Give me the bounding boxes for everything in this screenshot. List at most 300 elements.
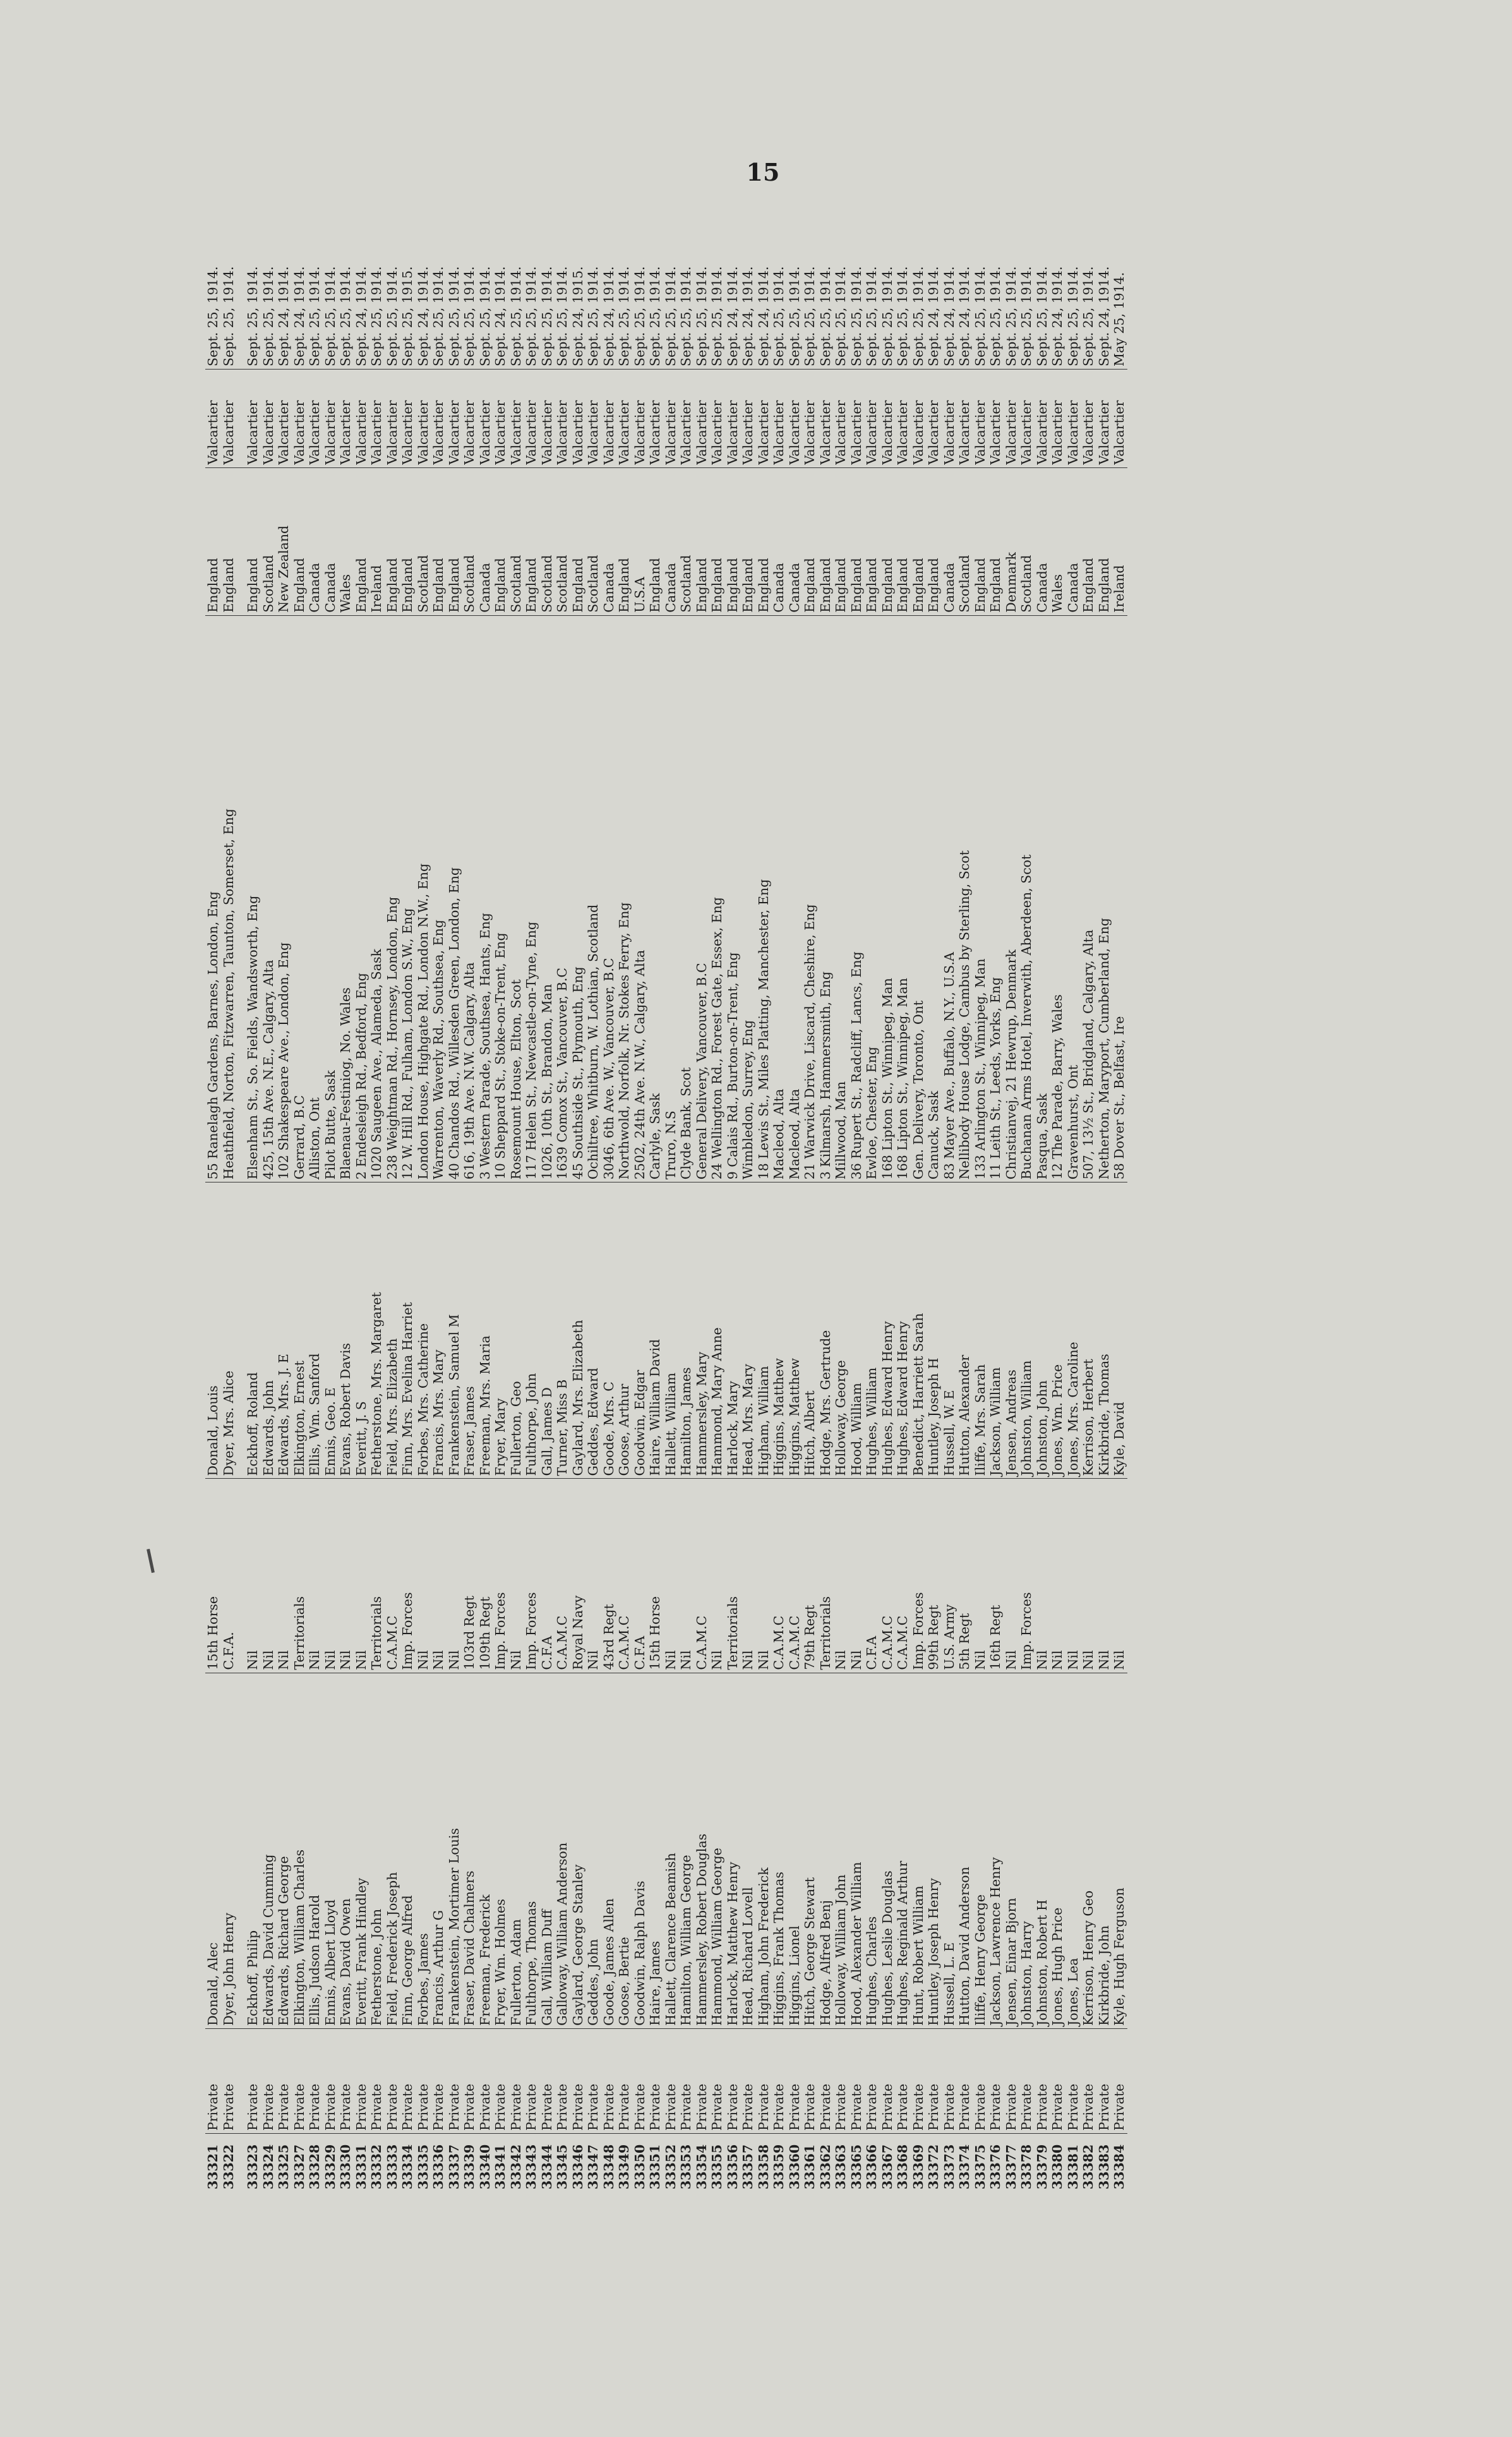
table-row xyxy=(323,259,339,2192)
rank-cell: Private xyxy=(957,2028,973,2133)
next-of-kin: Edwards, Mrs. J. E xyxy=(276,1182,292,1479)
soldier-name: Donald, Alec xyxy=(205,1673,221,2028)
regimental-number: 33365 xyxy=(849,2134,865,2192)
next-of-kin: Field, Mrs. Elizabeth xyxy=(385,1182,400,1479)
rank-cell: Private xyxy=(307,2028,323,2133)
place-of-enlistment: Valcartier xyxy=(647,369,663,467)
country-of-birth: England xyxy=(694,467,710,615)
next-of-kin: Jackson, William xyxy=(988,1182,1004,1479)
rank-cell: Private xyxy=(818,2028,834,2133)
table-row xyxy=(1019,259,1035,2192)
soldier-name: Goode, James Allen xyxy=(601,1673,617,2028)
soldier-name: Hunt, Robert William xyxy=(911,1673,927,2028)
former-unit: Nil xyxy=(354,1479,369,1673)
date-of-enlistment: Sept. 24, 1914. xyxy=(601,266,616,366)
place-of-enlistment: Valcartier xyxy=(508,369,524,467)
next-of-kin-address: 238 Weightman Rd., Hornsey, London, Eng xyxy=(385,615,400,1182)
table-row xyxy=(864,259,880,2192)
next-of-kin: Eckhoff, Roland xyxy=(245,1182,261,1479)
place-of-enlistment: Valcartier xyxy=(369,369,385,467)
country-of-birth: Scotland xyxy=(555,467,570,615)
date-of-enlistment: Sept. 24, 1914. xyxy=(291,266,307,366)
former-unit: Nil xyxy=(678,1479,694,1673)
place-of-enlistment: Valcartier xyxy=(462,369,477,467)
regimental-number: 33362 xyxy=(818,2134,834,2192)
next-of-kin: Turner, Miss B xyxy=(555,1182,570,1479)
next-of-kin-address: Wimbledon, Surrey, Eng xyxy=(740,615,756,1182)
regimental-number: 33321 xyxy=(205,2134,221,2192)
soldier-name: Hughes, Leslie Douglas xyxy=(880,1673,896,2028)
soldier-name: Jones, Hugh Price xyxy=(1050,1673,1065,2028)
date-of-enlistment: Sept. 24, 1914. xyxy=(1096,266,1112,366)
soldier-name: Jackson, Lawrence Henry xyxy=(988,1673,1004,2028)
next-of-kin-address: Christianvej, 21 Hewrup, Denmark xyxy=(1004,615,1019,1182)
regimental-number: 33328 xyxy=(307,2134,323,2192)
country-of-birth: Canada xyxy=(323,467,339,615)
rank-cell: Private xyxy=(276,2028,292,2133)
former-unit: 99th Regt xyxy=(926,1479,942,1673)
next-of-kin: Evans, Robert Davis xyxy=(338,1182,354,1479)
country-of-birth: Canada xyxy=(663,467,679,615)
next-of-kin-address: Gen. Delivery, Toronto, Ont xyxy=(911,615,927,1182)
regimental-number: 33347 xyxy=(585,2134,601,2192)
country-of-birth: England xyxy=(1096,467,1112,615)
country-of-birth: England xyxy=(988,467,1004,615)
rank-cell: Private xyxy=(261,2028,277,2133)
country-of-birth: England xyxy=(245,467,261,615)
former-unit: Nil xyxy=(245,1479,261,1673)
regimental-number: 33352 xyxy=(663,2134,679,2192)
place-of-enlistment: Valcartier xyxy=(864,369,880,467)
former-unit: Imp. Forces xyxy=(1019,1479,1035,1673)
regimental-number: 33340 xyxy=(477,2134,493,2192)
regimental-number: 33327 xyxy=(292,2134,308,2192)
rank-cell: Private xyxy=(369,2028,385,2133)
former-unit: Nil xyxy=(1081,1479,1096,1673)
country-of-birth: England xyxy=(292,467,308,615)
rank-cell: Private xyxy=(942,2028,957,2133)
date-of-enlistment: Sept. 25, 1914. xyxy=(338,266,353,366)
next-of-kin: Head, Mrs. Mary xyxy=(740,1182,756,1479)
soldier-name: Finn, George Alfred xyxy=(400,1673,416,2028)
soldier-name: Francis, Arthur G xyxy=(431,1673,447,2028)
country-of-birth: England xyxy=(709,467,725,615)
soldier-name: Hamilton, William George xyxy=(678,1673,694,2028)
rank-cell: Private xyxy=(895,2028,911,2133)
table-row xyxy=(1065,259,1081,2192)
next-of-kin-address: Gravenhurst, Ont xyxy=(1065,615,1081,1182)
place-of-enlistment: Valcartier xyxy=(725,369,741,467)
next-of-kin-address: 11 Leith St., Leeds, Yorks, Eng xyxy=(988,615,1004,1182)
place-of-enlistment: Valcartier xyxy=(926,369,942,467)
regimental-number: 33379 xyxy=(1035,2134,1050,2192)
former-unit: Nil xyxy=(261,1479,277,1673)
next-of-kin-address: 18 Lewis St., Miles Platting, Manchester, Eng xyxy=(756,615,772,1182)
next-of-kin: Francis, Mrs. Mary xyxy=(431,1182,447,1479)
date-of-enlistment: Sept. 25, 1914. xyxy=(988,266,1003,366)
date-of-enlistment: Sept. 25, 1914. xyxy=(322,266,338,366)
country-of-birth: England xyxy=(740,467,756,615)
country-of-birth: Scotland xyxy=(585,467,601,615)
table-row xyxy=(369,259,385,2192)
next-of-kin: Jensen, Andreas xyxy=(1004,1182,1019,1479)
former-unit: Nil xyxy=(1065,1479,1081,1673)
table-row xyxy=(926,259,942,2192)
former-unit: Nil xyxy=(447,1479,462,1673)
place-of-enlistment: Valcartier xyxy=(802,369,818,467)
regimental-number: 33329 xyxy=(323,2134,339,2192)
next-of-kin: Freeman, Mrs. Maria xyxy=(477,1182,493,1479)
soldier-name: Head, Richard Lovell xyxy=(740,1673,756,2028)
soldier-name: Holloway, William John xyxy=(833,1673,849,2028)
country-of-birth: Wales xyxy=(1050,467,1065,615)
regimental-number: 33331 xyxy=(354,2134,369,2192)
country-of-birth: Scotland xyxy=(678,467,694,615)
regimental-number: 33375 xyxy=(973,2134,988,2192)
table-row xyxy=(601,259,617,2192)
country-of-birth: England xyxy=(354,467,369,615)
next-of-kin: Ennis, Geo. E xyxy=(323,1182,339,1479)
place-of-enlistment: Valcartier xyxy=(205,369,221,467)
next-of-kin-address: Truro, N.S xyxy=(663,615,679,1182)
table-row xyxy=(663,259,679,2192)
next-of-kin-address: 168 Lipton St., Winnipeg, Man xyxy=(895,615,911,1182)
former-unit: Territorials xyxy=(292,1479,308,1673)
table-row xyxy=(205,259,221,2192)
table-row xyxy=(771,259,787,2192)
country-of-birth: Canada xyxy=(787,467,803,615)
soldier-name: Kirkbride, John xyxy=(1096,1673,1112,2028)
former-unit: Territorials xyxy=(725,1479,741,1673)
place-of-enlistment: Valcartier xyxy=(601,369,617,467)
rank-cell: Private xyxy=(555,2028,570,2133)
table-row xyxy=(354,259,369,2192)
table-row xyxy=(973,259,988,2192)
former-unit: Nil xyxy=(740,1479,756,1673)
next-of-kin: Fryer, Mary xyxy=(493,1182,508,1479)
soldier-name: Ellis, Judson Harold xyxy=(307,1673,323,2028)
soldier-name: Higgins, Frank Thomas xyxy=(771,1673,787,2028)
country-of-birth: England xyxy=(493,467,508,615)
rank-cell: Private xyxy=(725,2028,741,2133)
country-of-birth: England xyxy=(818,467,834,615)
former-unit: C.F.A xyxy=(632,1479,648,1673)
next-of-kin: Kyle, David xyxy=(1112,1182,1127,1479)
former-unit: C.F.A xyxy=(539,1479,555,1673)
table-row xyxy=(818,259,834,2192)
place-of-enlistment: Valcartier xyxy=(338,369,354,467)
rank-cell: Private xyxy=(663,2028,679,2133)
table-row xyxy=(431,259,447,2192)
date-of-enlistment: Sept. 25, 1914. xyxy=(585,266,601,366)
next-of-kin: Goodwin, Edgar xyxy=(632,1182,648,1479)
regimental-number: 33374 xyxy=(957,2134,973,2192)
country-of-birth: England xyxy=(447,467,462,615)
rank-cell: Private xyxy=(354,2028,369,2133)
table-row xyxy=(447,259,462,2192)
date-of-enlistment: Sept. 25, 1914. xyxy=(1065,266,1081,366)
regimental-number: 33367 xyxy=(880,2134,896,2192)
regimental-number: 33358 xyxy=(756,2134,772,2192)
place-of-enlistment: Valcartier xyxy=(818,369,834,467)
regimental-number: 33344 xyxy=(539,2134,555,2192)
date-of-enlistment: Sept. 25, 1914. xyxy=(477,266,493,366)
rank-cell: Private xyxy=(647,2028,663,2133)
regimental-number: 33341 xyxy=(493,2134,508,2192)
former-unit: C.A.M.C xyxy=(880,1479,896,1673)
next-of-kin-address: Netherton, Maryport, Cumberland, Eng xyxy=(1096,615,1112,1182)
next-of-kin: Jones, Wm. Price xyxy=(1050,1182,1065,1479)
date-of-enlistment: Sept. 25, 1914. xyxy=(663,266,678,366)
table-row xyxy=(1081,259,1096,2192)
place-of-enlistment: Valcartier xyxy=(570,369,586,467)
country-of-birth: England xyxy=(864,467,880,615)
next-of-kin-address: 58 Dover St., Belfast, Ire xyxy=(1112,615,1127,1182)
country-of-birth: Denmark xyxy=(1004,467,1019,615)
soldier-name: Goose, Bertie xyxy=(616,1673,632,2028)
table-row xyxy=(338,259,354,2192)
date-of-enlistment: Sept. 25, 1914. xyxy=(693,266,709,366)
date-of-enlistment: Sept. 25, 1914. xyxy=(307,266,322,366)
nominal-roll-table xyxy=(205,259,1127,2192)
soldier-name: Frankenstein, Mortimer Louis xyxy=(447,1673,462,2028)
table-row xyxy=(616,259,632,2192)
date-of-enlistment: Sept. 25, 1914. xyxy=(802,266,817,366)
table-row xyxy=(221,259,237,2192)
country-of-birth: England xyxy=(911,467,927,615)
soldier-name: Jones, Lea xyxy=(1065,1673,1081,2028)
former-unit: Nil xyxy=(1112,1479,1127,1673)
next-of-kin-address: 40 Chandos Rd., Willesden Green, London, Eng xyxy=(447,615,462,1182)
country-of-birth: Scotland xyxy=(416,467,431,615)
next-of-kin: Elkington, Ernest xyxy=(292,1182,308,1479)
former-unit: Nil xyxy=(276,1479,292,1673)
regimental-number: 33380 xyxy=(1050,2134,1065,2192)
former-unit: Nil xyxy=(307,1479,323,1673)
place-of-enlistment: Valcartier xyxy=(973,369,988,467)
next-of-kin-address: 3 Western Parade, Southsea, Hants, Eng xyxy=(477,615,493,1182)
soldier-name: Ennis, Albert Lloyd xyxy=(323,1673,339,2028)
rank-cell: Private xyxy=(740,2028,756,2133)
soldier-name: Hood, Alexander William xyxy=(849,1673,865,2028)
former-unit: Nil xyxy=(1050,1479,1065,1673)
next-of-kin: Hughes, Edward Henry xyxy=(880,1182,896,1479)
table-row xyxy=(756,259,772,2192)
date-of-enlistment: Sept. 25, 1914. xyxy=(833,266,848,366)
next-of-kin-address: 36 Rupert St., Radcliff, Lancs, Eng xyxy=(849,615,865,1182)
next-of-kin: Hughes, Edward Henry xyxy=(895,1182,911,1479)
former-unit: 109th Regt xyxy=(477,1479,493,1673)
soldier-name: Galloway, William Anderson xyxy=(555,1673,570,2028)
table-row xyxy=(802,259,818,2192)
regimental-number: 33363 xyxy=(833,2134,849,2192)
rank-cell: Private xyxy=(385,2028,400,2133)
rank-cell: Private xyxy=(709,2028,725,2133)
former-unit: Nil xyxy=(833,1479,849,1673)
country-of-birth: Scotland xyxy=(957,467,973,615)
next-of-kin-address: Ochiltree, Whitburn, W. Lothian, Scotland xyxy=(585,615,601,1182)
table-row xyxy=(647,259,663,2192)
soldier-name: Fullerton, Adam xyxy=(508,1673,524,2028)
date-of-enlistment: Sept. 25, 1914. xyxy=(632,266,647,366)
former-unit: Nil xyxy=(508,1479,524,1673)
regimental-number: 33346 xyxy=(570,2134,586,2192)
regimental-number: 33353 xyxy=(678,2134,694,2192)
table-row xyxy=(740,259,756,2192)
former-unit: Nil xyxy=(973,1479,988,1673)
former-unit: 5th Regt xyxy=(957,1479,973,1673)
next-of-kin: Holloway, George xyxy=(833,1182,849,1479)
next-of-kin-address: 21 Warwick Drive, Liscard, Cheshire, Eng xyxy=(802,615,818,1182)
rank-cell: Private xyxy=(508,2028,524,2133)
next-of-kin: Benedict, Harriett Sarah xyxy=(911,1182,927,1479)
table-row xyxy=(725,259,741,2192)
date-of-enlistment: Sept. 25, 1914. xyxy=(895,266,910,366)
table-row xyxy=(261,259,277,2192)
next-of-kin: Donald, Louis xyxy=(205,1182,221,1479)
country-of-birth: Scotland xyxy=(261,467,277,615)
next-of-kin-address: 1026, 10th St., Brandon, Man xyxy=(539,615,555,1182)
regimental-number: 33351 xyxy=(647,2134,663,2192)
country-of-birth: Canada xyxy=(601,467,617,615)
place-of-enlistment: Valcartier xyxy=(771,369,787,467)
soldier-name: Edwards, Richard George xyxy=(276,1673,292,2028)
soldier-name: Fryer, Wm. Holmes xyxy=(493,1673,508,2028)
next-of-kin: Hammersley, Mary xyxy=(694,1182,710,1479)
table-row xyxy=(493,259,508,2192)
former-unit: Nil xyxy=(416,1479,431,1673)
table-row xyxy=(1050,259,1065,2192)
place-of-enlistment: Valcartier xyxy=(1096,369,1112,467)
gap-cell xyxy=(236,467,245,615)
date-of-enlistment: Sept. 25, 1914. xyxy=(879,266,895,366)
table-row xyxy=(292,259,308,2192)
place-of-enlistment: Valcartier xyxy=(1050,369,1065,467)
next-of-kin-address: Canuck, Sask xyxy=(926,615,942,1182)
regimental-number: 33381 xyxy=(1065,2134,1081,2192)
next-of-kin: Johnston, William xyxy=(1019,1182,1035,1479)
date-of-enlistment: Sept. 25, 1914. xyxy=(384,266,400,366)
regimental-number: 33345 xyxy=(555,2134,570,2192)
next-of-kin-address: Macleod, Alta xyxy=(771,615,787,1182)
place-of-enlistment: Valcartier xyxy=(416,369,431,467)
rank-cell: Private xyxy=(205,2028,221,2133)
regimental-number: 33384 xyxy=(1112,2134,1127,2192)
regimental-number: 33324 xyxy=(261,2134,277,2192)
country-of-birth: Canada xyxy=(1035,467,1050,615)
date-of-enlistment: Sept. 25, 1914. xyxy=(524,266,539,366)
place-of-enlistment: Valcartier xyxy=(447,369,462,467)
place-of-enlistment: Valcartier xyxy=(942,369,957,467)
soldier-name: Dyer, John Henry xyxy=(221,1673,237,2028)
regimental-number: 33339 xyxy=(462,2134,477,2192)
date-of-enlistment: Sept. 25, 1914. xyxy=(220,266,236,366)
soldier-name: Harlock, Matthew Henry xyxy=(725,1673,741,2028)
former-unit: Nil xyxy=(709,1479,725,1673)
soldier-name: Jensen, Einar Bjorn xyxy=(1004,1673,1019,2028)
rank-cell: Private xyxy=(477,2028,493,2133)
former-unit: Nil xyxy=(323,1479,339,1673)
next-of-kin-address: 1020 Saugeen Ave., Alameda, Sask xyxy=(369,615,385,1182)
next-of-kin-address: 133 Arlington St., Winnipeg, Man xyxy=(973,615,988,1182)
former-unit: C.A.M.C xyxy=(771,1479,787,1673)
place-of-enlistment: Valcartier xyxy=(988,369,1004,467)
gap-cell xyxy=(236,2028,245,2133)
soldier-name: Higham, John Frederick xyxy=(756,1673,772,2028)
next-of-kin-address: 45 Southside St., Plymouth, Eng xyxy=(570,615,586,1182)
country-of-birth: England xyxy=(616,467,632,615)
rank-cell: Private xyxy=(973,2028,988,2133)
former-unit: Nil xyxy=(849,1479,865,1673)
soldier-name: Hughes, Charles xyxy=(864,1673,880,2028)
former-unit: U.S. Army xyxy=(942,1479,957,1673)
former-unit: Imp. Forces xyxy=(524,1479,539,1673)
row-gap xyxy=(236,259,245,2192)
former-unit: Imp. Forces xyxy=(911,1479,927,1673)
country-of-birth: England xyxy=(802,467,818,615)
next-of-kin: Hammond, Mary Anne xyxy=(709,1182,725,1479)
next-of-kin: Finn, Mrs. Evelina Harriet xyxy=(400,1182,416,1479)
rank-cell: Private xyxy=(678,2028,694,2133)
table-row xyxy=(632,259,648,2192)
next-of-kin: Goode, Mrs. C xyxy=(601,1182,617,1479)
country-of-birth: Wales xyxy=(338,467,354,615)
date-of-enlistment: Sept. 25, 1914. xyxy=(786,266,802,366)
place-of-enlistment: Valcartier xyxy=(400,369,416,467)
rank-cell: Private xyxy=(570,2028,586,2133)
place-of-enlistment: Valcartier xyxy=(307,369,323,467)
next-of-kin-address: 1639 Comox St., Vancouver, B.C xyxy=(555,615,570,1182)
regimental-number: 33368 xyxy=(895,2134,911,2192)
rank-cell: Private xyxy=(585,2028,601,2133)
place-of-enlistment: Valcartier xyxy=(632,369,648,467)
date-of-enlistment: Sept. 25, 1914. xyxy=(1034,266,1050,366)
regimental-number: 33343 xyxy=(524,2134,539,2192)
gap-cell xyxy=(236,615,245,1182)
former-unit: Territorials xyxy=(818,1479,834,1673)
rank-cell: Private xyxy=(849,2028,865,2133)
next-of-kin: Dyer, Mrs. Alice xyxy=(221,1182,237,1479)
next-of-kin: Hutton, Alexander xyxy=(957,1182,973,1479)
next-of-kin-address: 507, 13½ St., Bridgland, Calgary, Alta xyxy=(1081,615,1096,1182)
country-of-birth: England xyxy=(647,467,663,615)
regimental-number: 33330 xyxy=(338,2134,354,2192)
place-of-enlistment: Valcartier xyxy=(292,369,308,467)
table-row xyxy=(462,259,477,2192)
regimental-number: 33348 xyxy=(601,2134,617,2192)
gap-cell xyxy=(236,259,245,369)
rank-cell: Private xyxy=(292,2028,308,2133)
rank-cell: Private xyxy=(632,2028,648,2133)
next-of-kin-address: 102 Shakespeare Ave., London, Eng xyxy=(276,615,292,1182)
rank-cell: Private xyxy=(1065,2028,1081,2133)
place-of-enlistment: Valcartier xyxy=(477,369,493,467)
soldier-name: Hitch, George Stewart xyxy=(802,1673,818,2028)
place-of-enlistment: Valcartier xyxy=(323,369,339,467)
next-of-kin: Gall, James D xyxy=(539,1182,555,1479)
date-of-enlistment: Sept. 25, 1914. xyxy=(369,266,384,366)
soldier-name: Johnston, Robert H xyxy=(1035,1673,1050,2028)
regimental-number: 33349 xyxy=(616,2134,632,2192)
next-of-kin: Huntley, Joseph H xyxy=(926,1182,942,1479)
country-of-birth: New Zealand xyxy=(276,467,292,615)
country-of-birth: England xyxy=(849,467,865,615)
regimental-number: 33361 xyxy=(802,2134,818,2192)
former-unit: 16th Regt xyxy=(988,1479,1004,1673)
date-of-enlistment: Sept. 25, 1914. xyxy=(446,266,462,366)
table-row xyxy=(833,259,849,2192)
soldier-name: Fraser, David Chalmers xyxy=(462,1673,477,2028)
